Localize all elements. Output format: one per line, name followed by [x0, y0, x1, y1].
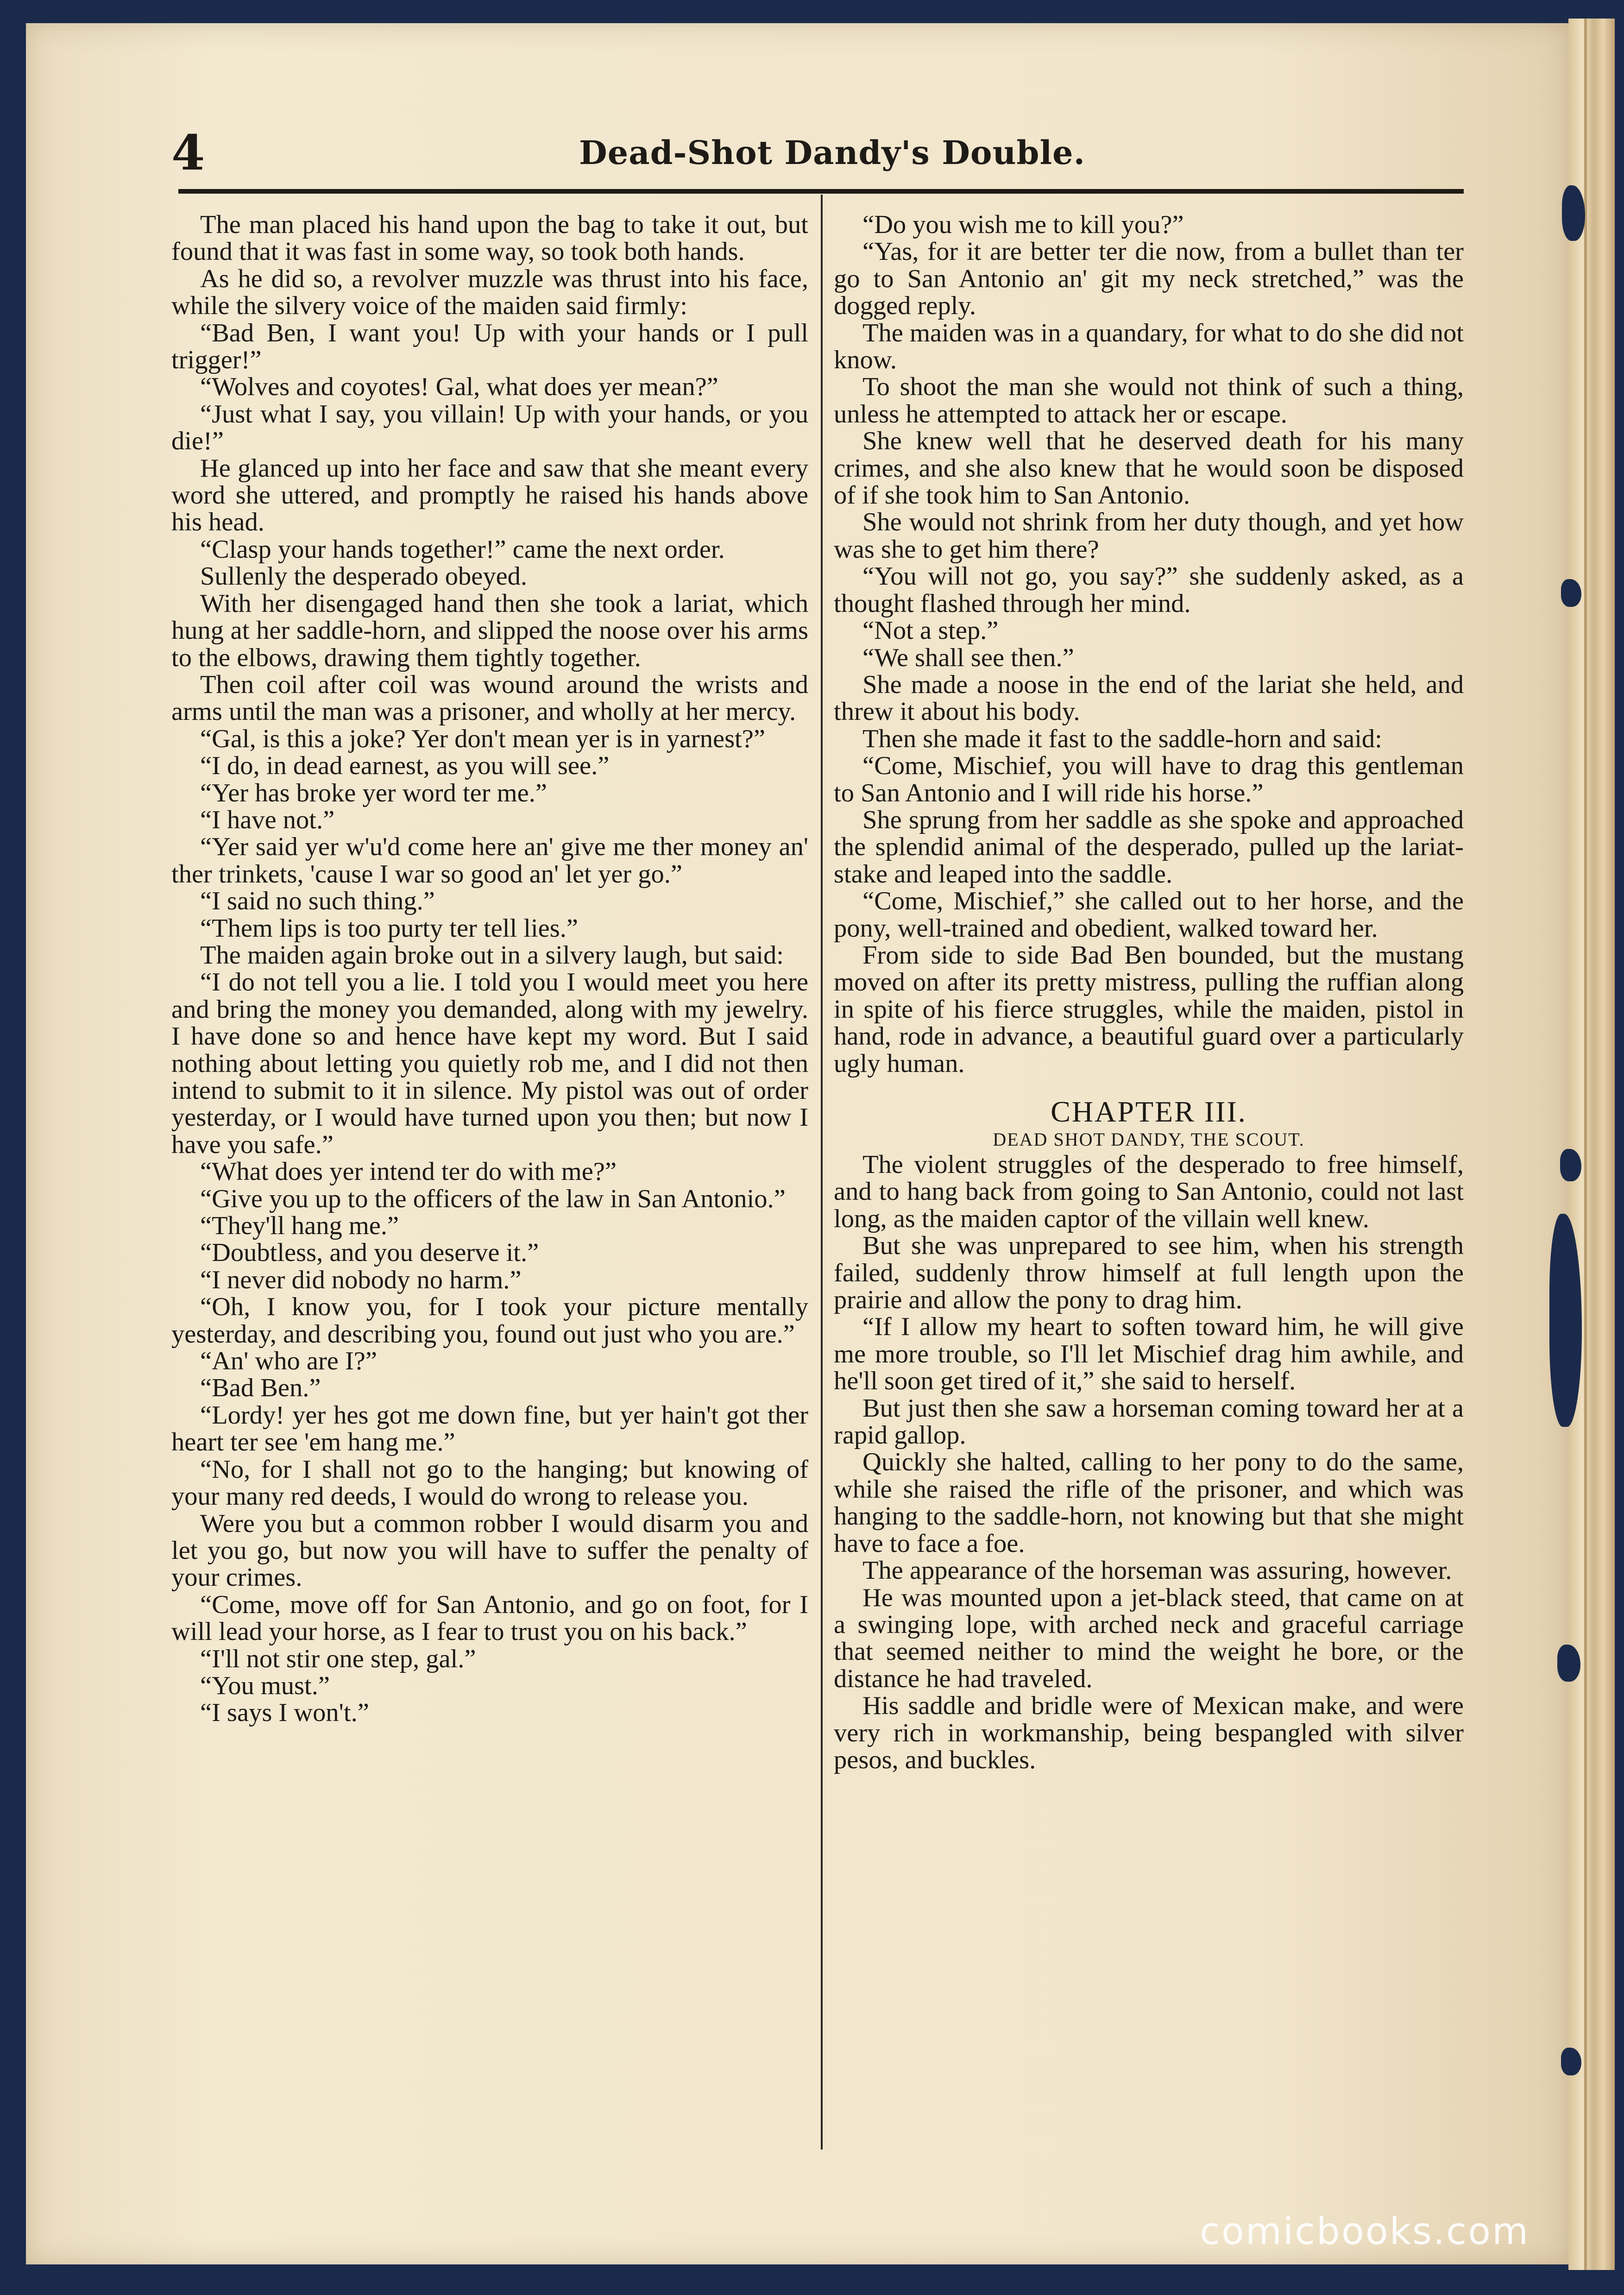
paragraph: Were you but a common robber I would disarm you and let you go, but now you will have to suffer the penalty of your crimes. [171, 1509, 808, 1592]
paragraph: From side to side Bad Ben bounded, but the mustang moved on after its pretty mistress, pulling the ruffian along in spite of his fierce struggles, while the maiden, pistol in hand, rode in advance, a beautiful guard over a particularly ugly human. [834, 940, 1464, 1078]
paragraph: “You must.” [200, 1671, 330, 1700]
paragraph: “Come, Mischief, you will have to drag this gentleman to San Antonio and I will ride his horse.” [834, 751, 1464, 807]
page-header [171, 124, 1464, 180]
paragraph: The man placed his hand upon the bag to take it out, but found that it was fast in some way, so took both hands. [171, 210, 808, 266]
paragraph: But she was unprepared to see him, when his strength failed, suddenly throw himself at full length upon the prairie and allow the pony to drag him. [834, 1231, 1464, 1315]
paragraph: “I never did nobody no harm.” [200, 1265, 522, 1294]
paragraph: He glanced up into her face and saw that she meant every word she uttered, and promptly he raised his hands above his head. [171, 454, 808, 537]
paragraph: “Doubtless, and you deserve it.” [200, 1238, 539, 1267]
paragraph: “Come, move off for San Antonio, and go on foot, for I will lead your horse, as I fear to trust you on his back.” [171, 1590, 808, 1646]
paragraph: “Just what I say, you villain! Up with your hands, or you die!” [171, 399, 808, 456]
paragraph: Sullenly the desperado obeyed. [200, 562, 528, 591]
paragraph: His saddle and bridle were of Mexican make, and were very rich in workmanship, being bespangled with silver pesos, and buckles. [834, 1691, 1464, 1774]
paragraph: She would not shrink from her duty though, and yet how was she to get him there? [834, 508, 1464, 564]
paragraph: “Yas, for it are better ter die now, from a bullet than ter go to San Antonio an' git my neck stretched,” was the dogged reply. [834, 237, 1464, 321]
paragraph: “Gal, is this a joke? Yer don't mean yer is in yarnest?” [200, 724, 765, 753]
paragraph: “They'll hang me.” [200, 1211, 399, 1241]
paragraph: “We shall see then.” [862, 643, 1074, 672]
paragraph: With her disengaged hand then she took a lariat, which hung at her saddle-horn, and slipped the noose over his arms to the elbows, drawing them tightly together. [171, 589, 808, 672]
paragraph: She knew well that he deserved death for his many crimes, and she also knew that he would soon be disposed of if she took him to San Antonio. [834, 427, 1464, 510]
paragraph: To shoot the man she would not think of such a thing, unless he attempted to attack her or escape. [834, 372, 1464, 429]
paragraph: “I says I won't.” [200, 1698, 369, 1728]
chapter-subtitle: DEAD SHOT DANDY, THE SCOUT. [993, 1129, 1305, 1150]
paragraph: Then coil after coil was wound around the wrists and arms until the man was a prisoner, and wholly at her mercy. [171, 670, 808, 726]
paragraph: “No, for I shall not go to the hanging; but knowing of your many red deeds, I would do wrong to release you. [171, 1455, 808, 1511]
paragraph: “I do, in dead earnest, as you will see.” [200, 751, 610, 781]
paragraph: Quickly she halted, calling to her pony to do the same, while she raised the rifle of the prisoner, and which was hanging to the saddle-horn, not knowing but that she might have to face a foe. [834, 1448, 1464, 1558]
paragraph: “Wolves and coyotes! Gal, what does yer mean?” [200, 372, 718, 402]
column-divider [821, 195, 823, 2150]
paragraph: “Clasp your hands together!” came the next order. [200, 535, 725, 564]
running-title: Dead-Shot Dandy's Double. [579, 133, 1085, 172]
chapter-title: CHAPTER III. [1051, 1095, 1247, 1128]
paragraph: “What does yer intend ter do with me?” [200, 1157, 617, 1186]
paragraph: “I have not.” [200, 805, 335, 834]
header-rule [178, 189, 1464, 194]
paragraph: “Do you wish me to kill you?” [862, 210, 1184, 239]
paragraph: The maiden was in a quandary, for what to do she did not know. [834, 318, 1464, 375]
paragraph: He was mounted upon a jet-black steed, that came on at a swinging lope, with arched neck and graceful carriage that seemed neither to mind the weight he bore, or the distance he had traveled. [834, 1583, 1464, 1693]
binding-spine [1568, 19, 1615, 2270]
paragraph: “Oh, I know you, for I took your picture mentally yesterday, and describing you, found out just who you are.” [171, 1293, 808, 1349]
paragraph: Then she made it fast to the saddle-horn and said: [862, 724, 1382, 753]
spine-crease [1584, 19, 1587, 2270]
paragraph: “Not a step.” [862, 616, 999, 645]
paragraph: “I said no such thing.” [200, 887, 435, 916]
paragraph: “Yer has broke yer word ter me.” [200, 778, 547, 807]
paragraph: “Bad Ben, I want you! Up with your hands or I pull trigger!” [171, 318, 808, 375]
paragraph: “Yer said yer w'u'd come here an' give me ther money an' ther trinkets, 'cause I war so good an' let yer go.” [171, 832, 808, 889]
paragraph: “I'll not stir one step, gal.” [200, 1644, 476, 1673]
paragraph: She sprung from her saddle as she spoke and approached the splendid animal of the desperado, pulled up the lariat-stake and leaped into the saddle. [834, 805, 1464, 889]
paragraph: “Give you up to the officers of the law in San Antonio.” [200, 1184, 786, 1213]
paragraph: “Come, Mischief,” she called out to her horse, and the pony, well-trained and obedient, walked toward her. [834, 887, 1464, 943]
paragraph: The maiden again broke out in a silvery laugh, but said: [200, 940, 784, 970]
site-watermark: comicbooks.com [1200, 2210, 1530, 2253]
right-column [834, 211, 1464, 1773]
paragraph: But just then she saw a horseman coming toward her at a rapid gallop. [834, 1393, 1464, 1450]
paragraph: “Bad Ben.” [200, 1374, 321, 1403]
paragraph: “If I allow my heart to soften toward him, he will give me more trouble, so I'll let Mischief drag him awhile, and he'll soon get tired of it,” she said to herself. [834, 1312, 1464, 1396]
paragraph: “You will not go, you say?” she suddenly asked, as a thought flashed through her mind. [834, 562, 1464, 618]
paragraph: She made a noose in the end of the lariat she held, and threw it about his body. [834, 670, 1464, 726]
paragraph: The appearance of the horseman was assuring, however. [862, 1556, 1452, 1585]
page-number: 4 [171, 124, 205, 181]
paragraph: The violent struggles of the desperado to free himself, and to hang back from going to San Antonio, could not last long, as the maiden captor of the villain well knew. [834, 1150, 1464, 1233]
left-column [171, 211, 808, 1727]
paragraph: “Lordy! yer hes got me down fine, but yer hain't got ther heart ter see 'em hang me.” [171, 1400, 808, 1457]
paragraph: “I do not tell you a lie. I told you I would meet you here and bring the money you demanded, along with my jewelry. I have done so and hence have kept my word. But I said nothing about letting you quietly rob me, and I did not then intend to submit to it in silence. My pistol was out of order yesterday, or I would have turned upon you then; but now I have you safe.” [171, 968, 808, 1159]
paragraph: “An' who are I?” [200, 1347, 377, 1376]
paragraph: As he did so, a revolver muzzle was thrust into his face, while the silvery voice of the maiden said firmly: [171, 264, 808, 321]
paragraph: “Them lips is too purty ter tell lies.” [200, 914, 578, 943]
